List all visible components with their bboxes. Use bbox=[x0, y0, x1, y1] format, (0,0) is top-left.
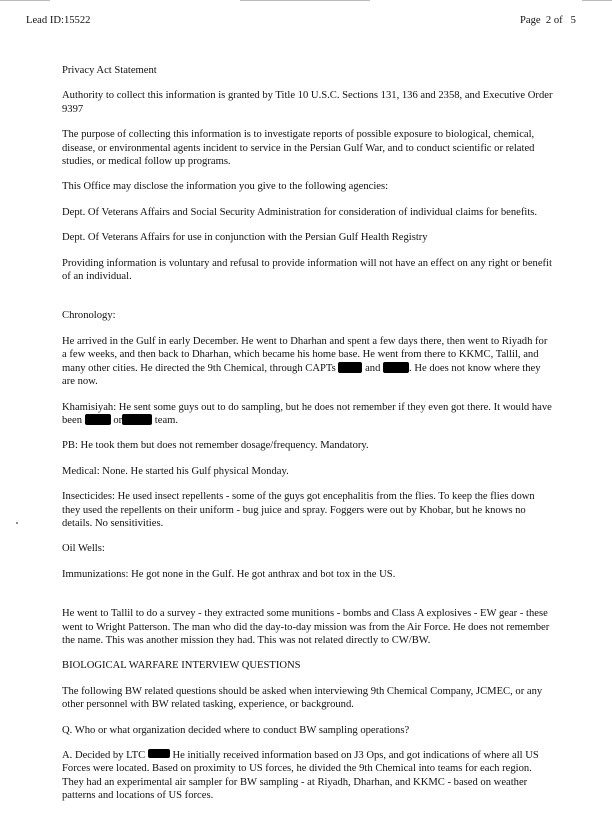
scan-artifact bbox=[0, 0, 50, 1]
bw-intro: The following BW related questions should be asked when interviewing 9th Chemical Company, JCMEC, or any other personnel with BW related tasking, experience, or background. bbox=[62, 685, 543, 711]
document-body bbox=[62, 64, 554, 815]
khamisiyah-text: Khamisiyah: He sent some guys out to do sampling, but he does not remember if they even got there. It would have been bbox=[62, 401, 552, 426]
khamisiyah-text-end: team. bbox=[154, 414, 179, 426]
lead-id: Lead ID:15522 bbox=[26, 15, 91, 26]
page-total: 5 bbox=[570, 15, 576, 26]
arrival-text-end: . He does not know where they are now. bbox=[62, 362, 541, 388]
redaction-box bbox=[85, 414, 111, 425]
answer-text-end: He initially received information based on J3 Ops, and got indications of where all US Forces were located. Based on proximity to US forces, he divided the 9th Chemical into teams for each region. They had an experimental air sampler for BW sampling - at Riyadh, Dharhan, and KKMC - based on weather patterns and locations of US forces. bbox=[62, 750, 539, 802]
chronology-insecticides: Insecticides: He used insect repellents - some of the guys got encephalitis from the flies. To keep the flies down they used the repellents on their uniform - bug juice and spray. Foggers were out by Khobar, but he knows no details. No sensitivities. bbox=[62, 491, 535, 529]
privacy-authority: Authority to collect this information is granted by Title 10 U.S.C. Sections 131, 136 and 2358, and Executive Order 9397 bbox=[62, 90, 553, 115]
chronology-pb: PB: He took them but does not remember dosage/frequency. Mandatory. bbox=[62, 440, 369, 452]
privacy-disclosure: This Office may disclose the information you give to the following agencies: bbox=[62, 181, 389, 193]
arrival-text: He arrived in the Gulf in early December. He went to Dharhan and spent a few days there, then went to Riyadh for a few weeks, and then back to Dharhan, which became his home base. He went from there to KKMC, Tallil, and many other cities. He directed the 9th Chemical, through CAPTs bbox=[62, 335, 548, 374]
of-label: of bbox=[553, 15, 563, 26]
bw-answer-1 bbox=[62, 749, 554, 803]
answer-text: A. Decided by LTC bbox=[62, 750, 146, 761]
page-number: 2 bbox=[545, 15, 552, 26]
chronology-title: Chronology: bbox=[62, 310, 116, 322]
scan-artifact bbox=[240, 0, 370, 1]
privacy-agency-2: Dept. Of Veterans Affairs for use in conjunction with the Persian Gulf Health Registry bbox=[62, 232, 428, 244]
bw-title: BIOLOGICAL WARFARE INTERVIEW QUESTIONS bbox=[62, 660, 301, 672]
arrival-and: and bbox=[365, 362, 381, 374]
chronology-arrival bbox=[62, 335, 554, 389]
redaction-box bbox=[122, 414, 152, 425]
khamisiyah-or: or bbox=[113, 414, 123, 426]
privacy-title: Privacy Act Statement bbox=[62, 65, 157, 76]
scan-speck bbox=[16, 522, 18, 524]
page-label: Page bbox=[520, 15, 541, 26]
chronology-khamisiyah bbox=[62, 401, 554, 428]
bw-question-1: Q. Who or what organization decided where to conduct BW sampling operations? bbox=[62, 724, 410, 736]
privacy-purpose: The purpose of collecting this information is to investigate reports of possible exposure to biological, chemical, disease, or environmental agents incident to service in the Persian Gulf War, and to conduct scientific or related studies, or medical follow up programs. bbox=[62, 129, 535, 168]
redaction-box bbox=[148, 749, 170, 758]
scan-artifact bbox=[582, 0, 612, 1]
chronology-tallil: He went to Tallil to do a survey - they extracted some munitions - bombs and Class A explosives - EW gear - these went to Wright Patterson. The man who did the day-to-day mission was from the Air Force. He does not remember the name. This was another mission they had. This was not related directly to CW/BW. bbox=[62, 608, 550, 646]
redaction-box bbox=[383, 362, 409, 373]
chronology-medical: Medical: None. He started his Gulf physical Monday. bbox=[62, 465, 289, 477]
chronology-oil-wells: Oil Wells: bbox=[62, 543, 105, 555]
page-indicator bbox=[520, 14, 576, 27]
chronology-immunizations: Immunizations: He got none in the Gulf. He got anthrax and bot tox in the US. bbox=[62, 568, 396, 580]
privacy-voluntary: Providing information is voluntary and refusal to provide information will not have an effect on any right or benefit of an individual. bbox=[62, 257, 552, 283]
redaction-box bbox=[338, 362, 362, 373]
privacy-agency-1: Dept. Of Veterans Affairs and Social Security Administration for consideration of individual claims for benefits. bbox=[62, 206, 538, 218]
